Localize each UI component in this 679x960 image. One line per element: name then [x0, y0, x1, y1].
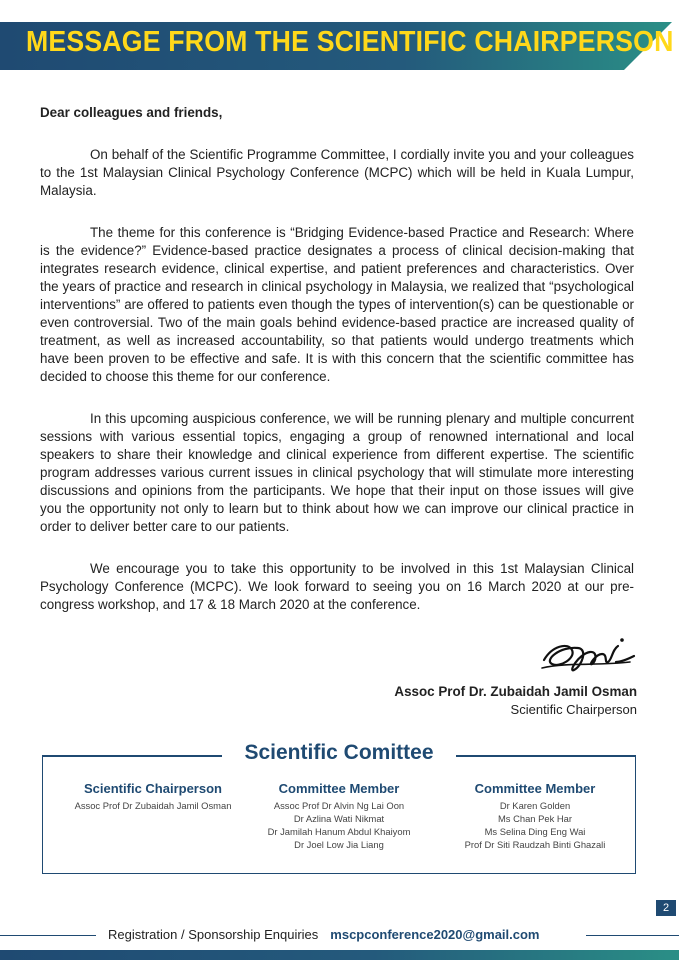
paragraph-closing: We encourage you to take this opportunity to be involved in this 1st Malaysian Clinical Psychology Conference (MCPC). We look forward to seeing you on 16 March 2020 at our pre-congress workshop, and 17 & 18 March 2020 at the conference.	[40, 561, 634, 612]
column-heading: Scientific Chairperson	[84, 781, 222, 796]
member-name: Ms Selina Ding Eng Wai	[484, 826, 586, 837]
paragraph-invitation: On behalf of the Scientific Programme Committee, I cordially invite you and your colleagues to the 1st Malaysian Clinical Psychology Conference (MCPC) which will be held in Kuala Lumpur, Malaysia.	[40, 147, 634, 198]
member-name: Prof Dr Siti Raudzah Binti Ghazali	[464, 839, 606, 850]
greeting: Dear colleagues and friends,	[40, 105, 223, 120]
footer-rule-right	[586, 935, 679, 936]
committee-title: Scientific Comittee	[244, 741, 434, 764]
column-heading: Committee Member	[278, 781, 400, 796]
page-title: MESSAGE FROM THE SCIENTIFIC CHAIRPERSON	[26, 26, 674, 58]
member-name: Dr Joel Low Jia Liang	[294, 839, 384, 850]
committee-column-chairperson	[58, 781, 248, 812]
footer-bar	[0, 950, 679, 960]
member-name: Ms Chan Pek Har	[498, 813, 572, 824]
member-name: Dr Jamilah Hanum Abdul Khaiyom	[267, 826, 411, 837]
footer-rule-left	[0, 935, 96, 936]
page-number: 2	[656, 900, 676, 916]
signer-name: Assoc Prof Dr. Zubaidah Jamil Osman	[394, 684, 637, 699]
footer-enquiries	[108, 927, 540, 942]
committee-column-members-1	[246, 781, 432, 851]
member-name: Dr Azlina Wati Nikmat	[293, 813, 385, 824]
header-banner	[0, 22, 679, 70]
letter-body	[40, 104, 634, 636]
contact-email-link[interactable]: mscpconference2020@gmail.com	[330, 927, 540, 942]
enquiries-label: Registration / Sponsorship Enquiries	[108, 927, 319, 942]
signature-image	[538, 632, 638, 678]
committee-column-members-2	[446, 781, 624, 851]
member-name: Assoc Prof Dr Alvin Ng Lai Oon	[273, 800, 405, 811]
signer-title: Scientific Chairperson	[510, 702, 637, 717]
column-heading: Committee Member	[474, 781, 596, 796]
paragraph-sessions: In this upcoming auspicious conference, we will be running plenary and multiple concurrent sessions with various essential topics, engaging a group of renowned international and local speakers to share their knowledge and clinical experience from different expertise. The scientific program addresses various current issues in clinical psychology that will stimulate more interesting discussions and opinions from the participants. We hope that their input on those issues will give you the opportunity not only to learn but to think about how we can improve our clinical practice in order to deliver better care to our patients.	[40, 411, 634, 534]
member-name: Assoc Prof Dr Zubaidah Jamil Osman	[74, 800, 232, 811]
member-name: Dr Karen Golden	[499, 800, 571, 811]
paragraph-theme: The theme for this conference is “Bridging Evidence-based Practice and Research: Where is the evidence?” Evidence-based practice designates a process of clinical decision-making that integrates research evidence, clinical expertise, and patient preferences and characteristics. Over the years of practice and research in clinical psychology in Malaysia, we realized that “psychological interventions” are offered to patients even though the types of intervention(s) can be questionable or even controversial. Two of the main goals behind evidence-based practice are increased quality of treatment, as well as increased accountability, so that patients would undergo treatments which have been proven to be effective and safe. It is with this concern that the scientific committee has decided to choose this theme for our conference.	[40, 225, 634, 384]
